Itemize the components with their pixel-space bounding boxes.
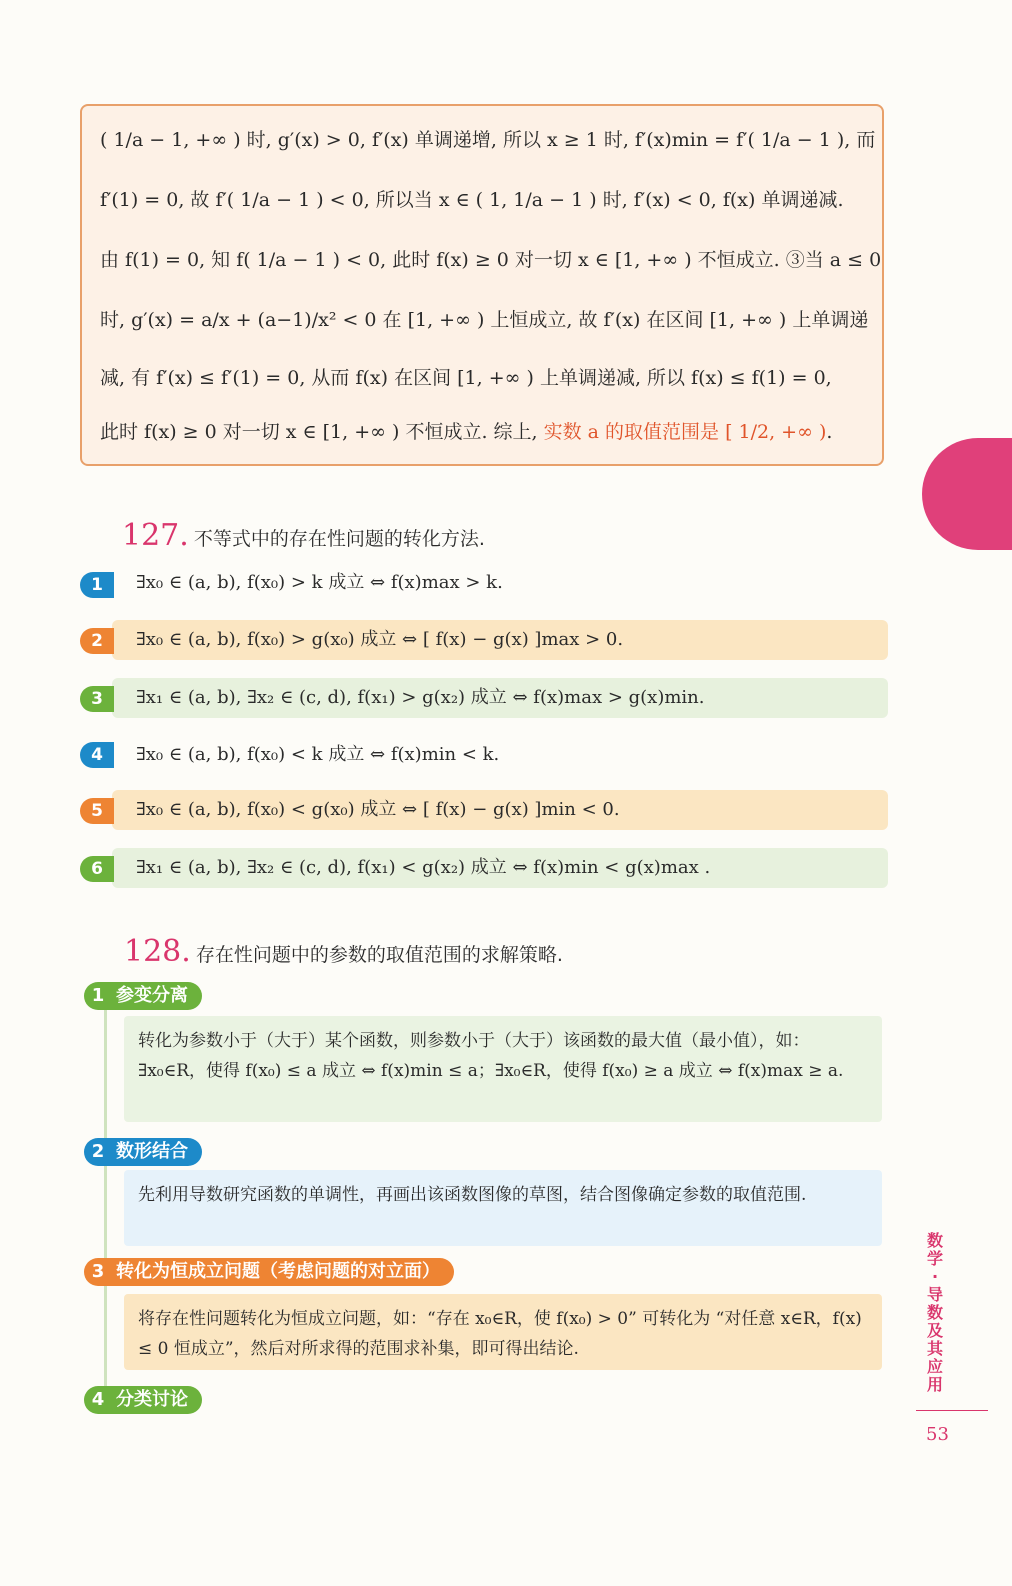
chapter-tab-decoration — [922, 438, 1012, 550]
strategy-tag-2 — [84, 1138, 202, 1166]
strategy-text-3: 将存在性问题转化为恒成立问题，如：“存在 x₀∈R，使 f(x₀) > 0” 可转化为 “对任意 x∈R，f(x) ≤ 0 恒成立”，然后对所求得的范围求补集，即可得出结论. — [124, 1294, 882, 1370]
strategy-number-1: 1 — [91, 985, 105, 1006]
solution-line-6 — [100, 418, 832, 446]
chapter-side-label: 数学·导数及其应用 — [926, 1231, 943, 1394]
strategy-number-3: 3 — [91, 1261, 105, 1282]
solution-line-2: f′(1) = 0, 故 f′( 1/a − 1 ) < 0, 所以当 x ∈ ( 1, 1/a − 1 ) 时, f′(x) < 0, f(x) 单调递减. — [100, 189, 844, 211]
strategy-number-4: 4 — [91, 1389, 105, 1410]
section-128-heading — [124, 934, 563, 969]
strategy-text-1: 转化为参数小于（大于）某个函数，则参数小于（大于）该函数的最大值（最小值），如：∃x₀∈R，使得 f(x₀) ≤ a 成立 ⇔ f(x)min ≤ a；∃x₀∈R，使得 f(x₀) ≥ a 成立 ⇔ f(x)max ≥ a. — [124, 1016, 882, 1122]
section-128-number: 128. — [124, 934, 191, 969]
solution-line-3: 由 f(1) = 0, 知 f( 1/a − 1 ) < 0, 此时 f(x) ≥ 0 对一切 x ∈ [1, +∞ ) 不恒成立. ③当 a ≤ 0 — [100, 249, 882, 271]
strategy-text-2: 先利用导数研究函数的单调性，再画出该函数图像的草图，结合图像确定参数的取值范围. — [124, 1170, 882, 1246]
strategy-title-4: 分类讨论 — [116, 1389, 188, 1410]
row-badge-2: 2 — [80, 628, 114, 654]
row-text-4: ∃x₀ ∈ (a, b), f(x₀) < k 成立 ⇔ f(x)min < k. — [136, 744, 500, 765]
solution-box — [80, 104, 884, 466]
strategy-title-1: 参变分离 — [116, 985, 188, 1006]
section-127-title: 不等式中的存在性问题的转化方法. — [193, 528, 485, 550]
solution-conclusion-suffix: . — [826, 421, 833, 443]
strategy-title-3: 转化为恒成立问题（考虑问题的对立面） — [116, 1261, 440, 1282]
row-text-6: ∃x₁ ∈ (a, b), ∃x₂ ∈ (c, d), f(x₁) < g(x₂) 成立 ⇔ f(x)min < g(x)max . — [136, 857, 711, 878]
row-text-2: ∃x₀ ∈ (a, b), f(x₀) > g(x₀) 成立 ⇔ [ f(x) − g(x) ]max > 0. — [136, 629, 624, 650]
row-text-5: ∃x₀ ∈ (a, b), f(x₀) < g(x₀) 成立 ⇔ [ f(x) − g(x) ]min < 0. — [136, 799, 620, 820]
section-127-heading — [122, 518, 485, 553]
solution-conclusion-prefix: 此时 f(x) ≥ 0 对一切 x ∈ [1, +∞ ) 不恒成立. 综上, — [100, 421, 544, 443]
page-number: 53 — [926, 1424, 949, 1445]
row-badge-1: 1 — [80, 572, 114, 598]
row-badge-5: 5 — [80, 798, 114, 824]
strategy-number-2: 2 — [91, 1141, 105, 1162]
page-number-rule — [916, 1410, 988, 1411]
solution-line-5: 减, 有 f′(x) ≤ f′(1) = 0, 从而 f(x) 在区间 [1, +∞ ) 上单调递减, 所以 f(x) ≤ f(1) = 0, — [100, 367, 832, 389]
solution-conclusion-answer: 实数 a 的取值范围是 [ 1/2, +∞ ) — [543, 421, 827, 443]
strategy-tag-1 — [84, 982, 202, 1010]
strategy-tag-4 — [84, 1386, 202, 1414]
row-badge-4: 4 — [80, 742, 114, 768]
section-127-number: 127. — [122, 518, 189, 553]
solution-line-1: ( 1/a − 1, +∞ ) 时, g′(x) > 0, f′(x) 单调递增, 所以 x ≥ 1 时, f′(x)min = f′( 1/a − 1 ), 而 — [100, 129, 876, 151]
strategy-tag-3 — [84, 1258, 454, 1286]
row-text-3: ∃x₁ ∈ (a, b), ∃x₂ ∈ (c, d), f(x₁) > g(x₂) 成立 ⇔ f(x)max > g(x)min. — [136, 687, 705, 708]
row-badge-6: 6 — [80, 856, 114, 882]
row-badge-3: 3 — [80, 686, 114, 712]
strategy-title-2: 数形结合 — [116, 1141, 188, 1162]
row-text-1: ∃x₀ ∈ (a, b), f(x₀) > k 成立 ⇔ f(x)max > k. — [136, 572, 503, 593]
section-128-title: 存在性问题中的参数的取值范围的求解策略. — [195, 944, 563, 966]
solution-line-4: 时, g′(x) = a/x + (a−1)/x² < 0 在 [1, +∞ ) 上恒成立, 故 f′(x) 在区间 [1, +∞ ) 上单调递 — [100, 309, 869, 331]
strategy-connector-line — [104, 996, 107, 1402]
